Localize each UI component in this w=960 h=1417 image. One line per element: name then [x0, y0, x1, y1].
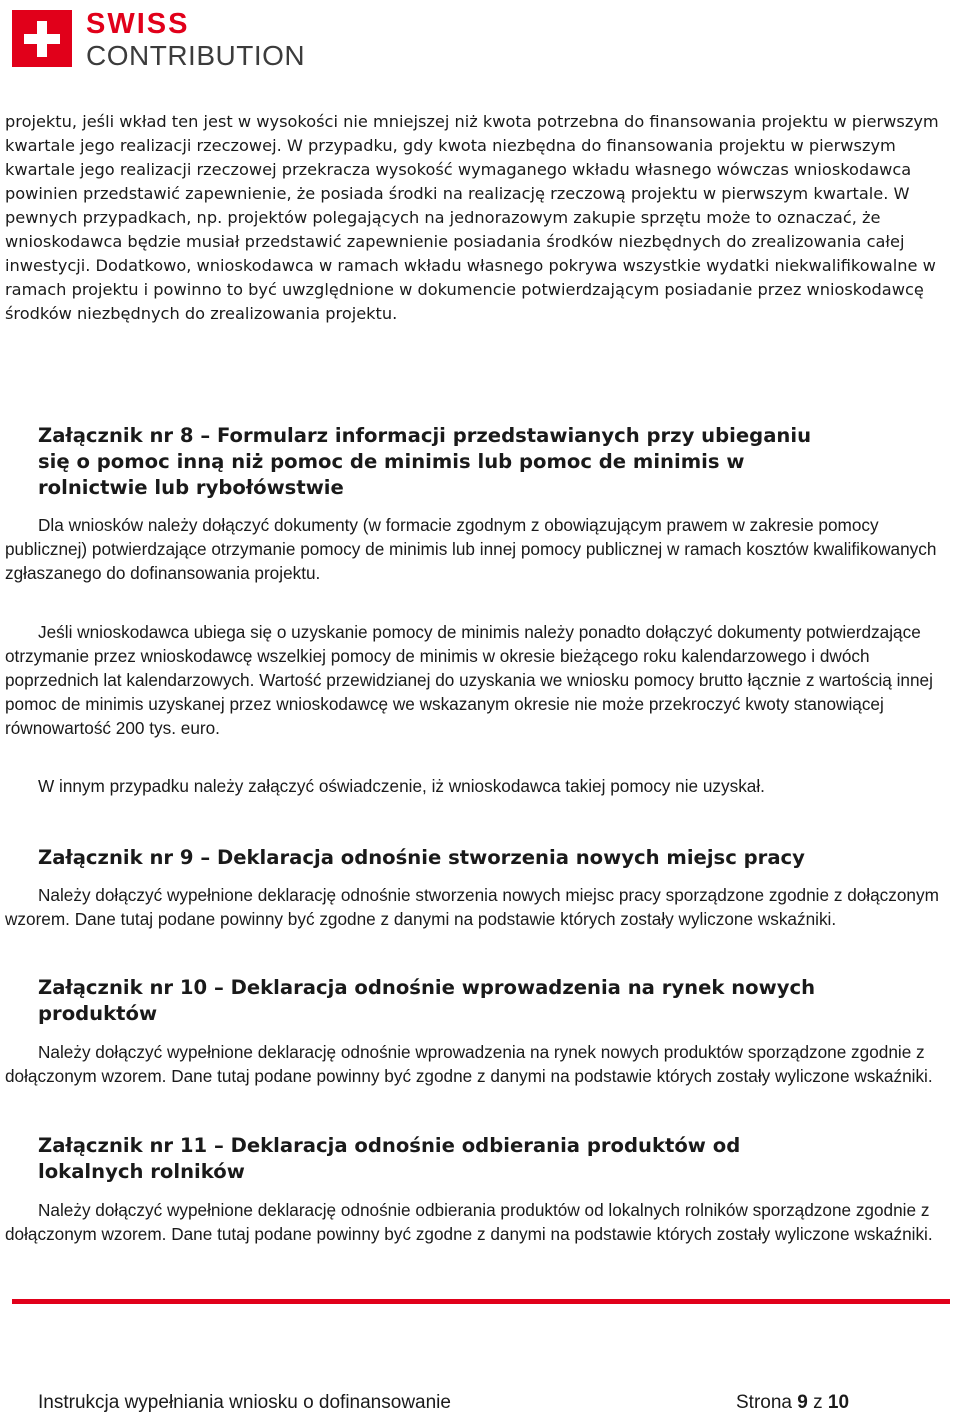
swiss-cross-icon — [12, 10, 72, 67]
section-heading-attachment-10: Załącznik nr 10 – Deklaracja odnośnie wprowadzenia na rynek nowych produktów — [38, 976, 816, 1025]
footer-page-number — [736, 1392, 849, 1414]
section-10-paragraph-1: Należy dołączyć wypełnione deklarację odnośnie wprowadzenia na rynek nowych produktów sporządzone zgodnie z dołączonym wzorem. Dane tutaj podane powinny być zgodne z danymi na podstawie których zostały wyliczone wskaźniki. — [5, 1042, 933, 1086]
footer-page-word: Strona — [736, 1392, 792, 1413]
section-heading-attachment-9: Załącznik nr 9 – Deklaracja odnośnie stworzenia nowych miejsc pracy — [38, 846, 805, 869]
footer-divider — [12, 1299, 950, 1304]
footer-page-total: 10 — [827, 1392, 850, 1413]
section-9-paragraph-1: Należy dołączyć wypełnione deklarację odnośnie stworzenia nowych miejsc pracy sporządzone zgodnie z dołączonym wzorem. Dane tutaj podane powinny być zgodne z danymi na podstawie których zostały wyliczone wskaźniki. — [5, 885, 939, 929]
intro-paragraph: projektu, jeśli wkład ten jest w wysokości nie mniejszej niż kwota potrzebna do finansowania projektu w pierwszym kwartale jego realizacji rzeczowej. W przypadku, gdy kwota niezbędna do finansowania projektu w pierwszym kwartale jego realizacji rzeczowej przekracza wysokość wymaganego wkładu własnego wówczas wnioskodawca powinien przedstawić zapewnienie, że posiada środki na realizację rzeczową projektu w pierwszym kwartale. W pewnych przypadkach, np. projektów polegających na jednorazowym zakupie sprzętu może to oznaczać, że wnioskodawca będzie musiał przedstawić zapewnienie posiadania środków niezbędnych do zrealizowania całej inwestycji. Dodatkowo, wnioskodawca w ramach wkładu własnego pokrywa wszystkie wydatki niekwalifikowalne w ramach projektu i powinno to być uwzględnione w dokumencie potwierdzającym posiadanie przez wnioskodawcę środków niezbędnych do zrealizowania projektu. — [5, 112, 939, 323]
section-heading-attachment-8: Załącznik nr 8 – Formularz informacji przedstawianych przy ubieganiu się o pomoc inną niż pomoc de minimis lub pomoc de minimis w rolnictwie lub rybołówstwie — [38, 424, 812, 499]
footer-page-of: z — [813, 1392, 823, 1413]
footer-page-current: 9 — [797, 1392, 808, 1413]
footer-document-title: Instrukcja wypełniania wniosku o dofinansowanie — [38, 1392, 451, 1413]
section-heading-attachment-11: Załącznik nr 11 – Deklaracja odnośnie odbierania produktów od lokalnych rolników — [38, 1134, 741, 1183]
section-8-paragraph-1: Dla wniosków należy dołączyć dokumenty (w formacie zgodnym z obowiązującym prawem w zakresie pomocy publicznej) potwierdzające otrzymanie pomocy de minimis lub innej pomocy publicznej w ramach kosztów kwalifikowanych zgłaszanego do dofinansowania projektu. — [5, 515, 937, 583]
section-8-paragraph-3: W innym przypadku należy załączyć oświadczenie, iż wnioskodawca takiej pomocy nie uzyskał. — [38, 776, 765, 796]
swiss-contribution-logo — [12, 10, 305, 70]
section-11-paragraph-1: Należy dołączyć wypełnione deklarację odnośnie odbierania produktów od lokalnych rolników sporządzone zgodnie z dołączonym wzorem. Dane tutaj podane powinny być zgodne z danymi na podstawie których zostały wyliczone wskaźniki. — [5, 1200, 933, 1244]
logo-wordmark — [86, 10, 305, 70]
section-8-paragraph-2: Jeśli wnioskodawca ubiega się o uzyskanie pomocy de minimis należy ponadto dołączyć dokumenty potwierdzające otrzymanie przez wnioskodawcę wszelkiej pomocy de minimis w okresie bieżącego roku kalendarzowego i dwóch poprzednich lat kalendarzowych. Wartość przewidzianej do uzyskania we wniosku pomocy brutto łącznie z wartością innej pomoc de minimis uzyskanej przez wnioskodawcę we wskazanym okresie nie może przekroczyć kwoty stanowiącej równowartość 200 tys. euro. — [5, 622, 933, 738]
logo-line-swiss: SWISS — [86, 8, 190, 40]
logo-line-contribution: CONTRIBUTION — [86, 40, 306, 71]
